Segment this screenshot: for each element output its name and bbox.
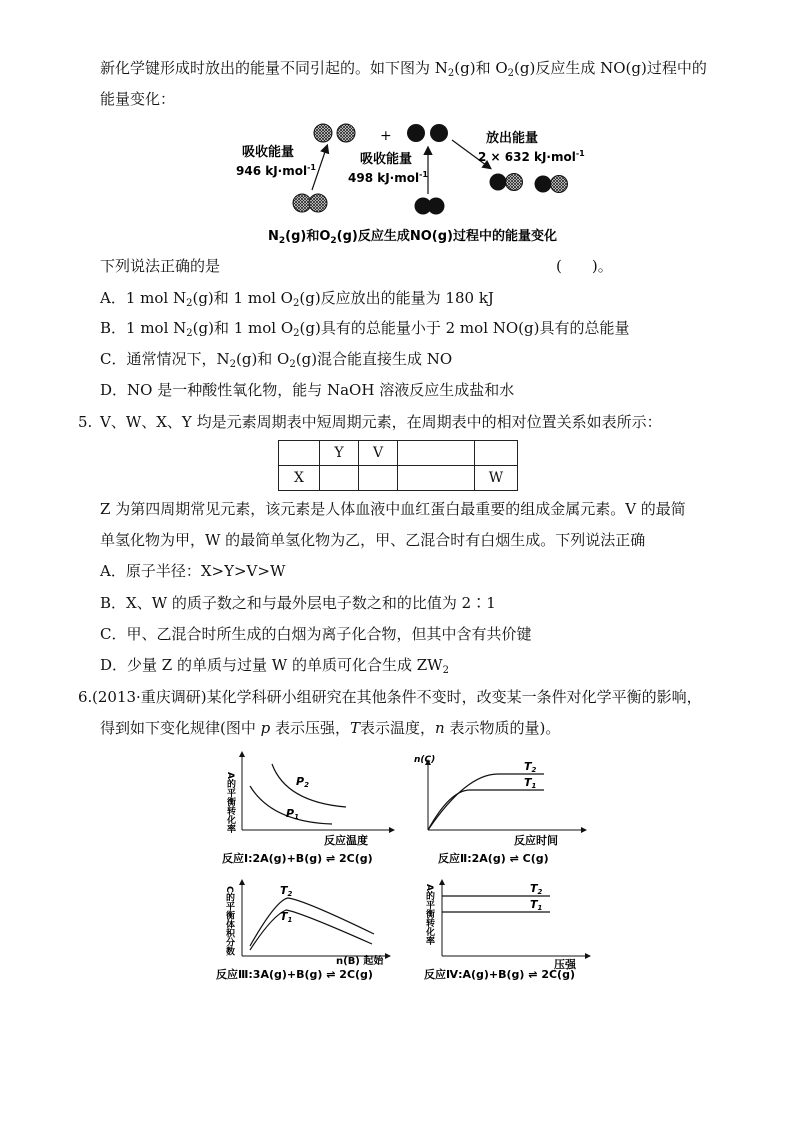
caption-g1: 反应Ⅰ:2A(g)+B(g) ⇌ 2C(g) bbox=[222, 852, 373, 865]
o-atoms bbox=[407, 124, 448, 142]
q5-body-1: Z 为第四周期常见元素，该元素是人体血液中血红蛋白最重要的组成金属元素。V 的最简 bbox=[100, 500, 686, 518]
table-cell bbox=[320, 466, 359, 491]
q4-option-c: C．通常情况下，$N_2(g)$和 $O_2(g)$混合能直接生成 NO bbox=[100, 350, 453, 370]
table-cell bbox=[398, 466, 475, 491]
xlabel-g1: 反应温度 bbox=[324, 834, 368, 847]
table-cell: W bbox=[475, 466, 518, 491]
caption-g3: 反应Ⅲ:3A(g)+B(g) ⇌ 2C(g) bbox=[216, 968, 373, 981]
intro-line-2: 能量变化： bbox=[100, 90, 176, 108]
graph-reaction-4 bbox=[420, 876, 610, 986]
label-t2: T2 bbox=[280, 884, 293, 898]
energy-figure-caption: $N_2(g)$和$O_2(g)$反应生成NO(g)过程中的能量变化 bbox=[268, 229, 557, 246]
curve-p2 bbox=[272, 764, 346, 807]
caption-g4: 反应Ⅳ:A(g)+B(g) ⇌ 2C(g) bbox=[424, 968, 575, 981]
absorb-label-1: 吸收能量 bbox=[242, 145, 295, 160]
graph-reaction-2 bbox=[414, 750, 598, 868]
xlabel-g3: n(B) 起始 bbox=[336, 956, 384, 967]
q5-option-d: D．少量 Z 的单质与过量 W 的单质可化合生成 $ZW_2$ bbox=[100, 656, 449, 676]
ylabel-g3: C的平衡体积分数 bbox=[224, 886, 234, 956]
label-t1: T1 bbox=[530, 898, 543, 912]
q5-body-2: 单氢化物为甲，W 的最简单氢化物为乙，甲、乙混合时有白烟生成。下列说法正确 bbox=[100, 531, 646, 549]
no-molecule-1 bbox=[490, 174, 523, 191]
curve-t2 bbox=[250, 898, 374, 946]
table-cell bbox=[359, 466, 398, 491]
q5-number: 5. bbox=[78, 413, 93, 431]
plus-sign: + bbox=[380, 128, 392, 144]
label-t2: T2 bbox=[524, 760, 537, 774]
ylabel-g2: n(C) bbox=[414, 755, 436, 765]
label-p1: P1 bbox=[286, 807, 299, 821]
caption-g2: 反应Ⅱ:2A(g) ⇌ C(g) bbox=[438, 852, 549, 865]
ylabel-g1: A的平衡转化率 bbox=[225, 772, 235, 833]
n2-molecule bbox=[293, 194, 327, 212]
release-label: 放出能量 bbox=[486, 131, 539, 146]
o2-molecule bbox=[415, 198, 445, 215]
xlabel-g4: 压强 bbox=[554, 958, 576, 971]
q4-stem: 下列说法正确的是 bbox=[100, 257, 221, 275]
label-p2: P2 bbox=[296, 775, 309, 789]
graph-reaction-1 bbox=[220, 750, 400, 868]
q5-option-b: B．X、W 的质子数之和与最外层电子数之和的比值为 2∶1 bbox=[100, 594, 496, 612]
table-cell: Y bbox=[320, 441, 359, 466]
label-t2: T2 bbox=[530, 882, 543, 896]
curve-t1 bbox=[428, 790, 544, 830]
q5-option-a: A．原子半径：X>Y>V>W bbox=[100, 562, 286, 580]
table-cell bbox=[279, 441, 320, 466]
energy-change-figure bbox=[230, 118, 610, 246]
q6-number: 6. bbox=[78, 688, 93, 706]
table-cell bbox=[475, 441, 518, 466]
absorb-value-1: 946 kJ·mol$^{-1}$ bbox=[236, 163, 316, 178]
q5-option-c: C．甲、乙混合时所生成的白烟为离子化合物，但其中含有共价键 bbox=[100, 625, 532, 643]
q5-stem: V、W、X、Y 均是元素周期表中短周期元素，在周期表中的相对位置关系如表所示： bbox=[100, 413, 662, 431]
table-cell: V bbox=[359, 441, 398, 466]
intro-line-1: 新化学键形成时放出的能量不同引起的。如下图为 $N_2(g)$和 $O_2(g)$反应生成 NO(g)过程中的 bbox=[100, 59, 707, 79]
xlabel-g2: 反应时间 bbox=[514, 834, 558, 847]
n-atoms bbox=[314, 124, 355, 142]
graph-reaction-3 bbox=[216, 876, 416, 986]
table-cell: X bbox=[279, 466, 320, 491]
table-row bbox=[279, 466, 518, 491]
q4-option-d: D．NO 是一种酸性氧化物，能与 NaOH 溶液反应生成盐和水 bbox=[100, 381, 515, 399]
q4-blank: ( )。 bbox=[556, 257, 613, 275]
ylabel-g4: A的平衡转化率 bbox=[424, 884, 434, 945]
absorb-value-2: 498 kJ·mol$^{-1}$ bbox=[348, 170, 428, 185]
absorb-label-2: 吸收能量 bbox=[360, 152, 413, 167]
release-value: 2 × 632 kJ·mol$^{-1}$ bbox=[478, 149, 585, 164]
label-t1: T1 bbox=[524, 776, 537, 790]
q6-stem-2: 得到如下变化规律(图中 p 表示压强，T表示温度，n 表示物质的量)。 bbox=[100, 719, 561, 737]
q6-stem-1: (2013·重庆调研)某化学科研小组研究在其他条件不变时，改变某一条件对化学平衡的影响， bbox=[92, 688, 702, 706]
periodic-table-fragment bbox=[278, 440, 518, 491]
q4-option-a: A．1 mol $N_2(g)$和 1 mol $O_2(g)$反应放出的能量为 180 kJ bbox=[100, 289, 494, 309]
table-cell bbox=[398, 441, 475, 466]
table-row bbox=[279, 441, 518, 466]
no-molecule-2 bbox=[535, 176, 568, 193]
q4-option-b: B．1 mol $N_2(g)$和 1 mol $O_2(g)$具有的总能量小于 2 mol NO(g)具有的总能量 bbox=[100, 319, 630, 339]
label-t1: T1 bbox=[280, 910, 293, 924]
